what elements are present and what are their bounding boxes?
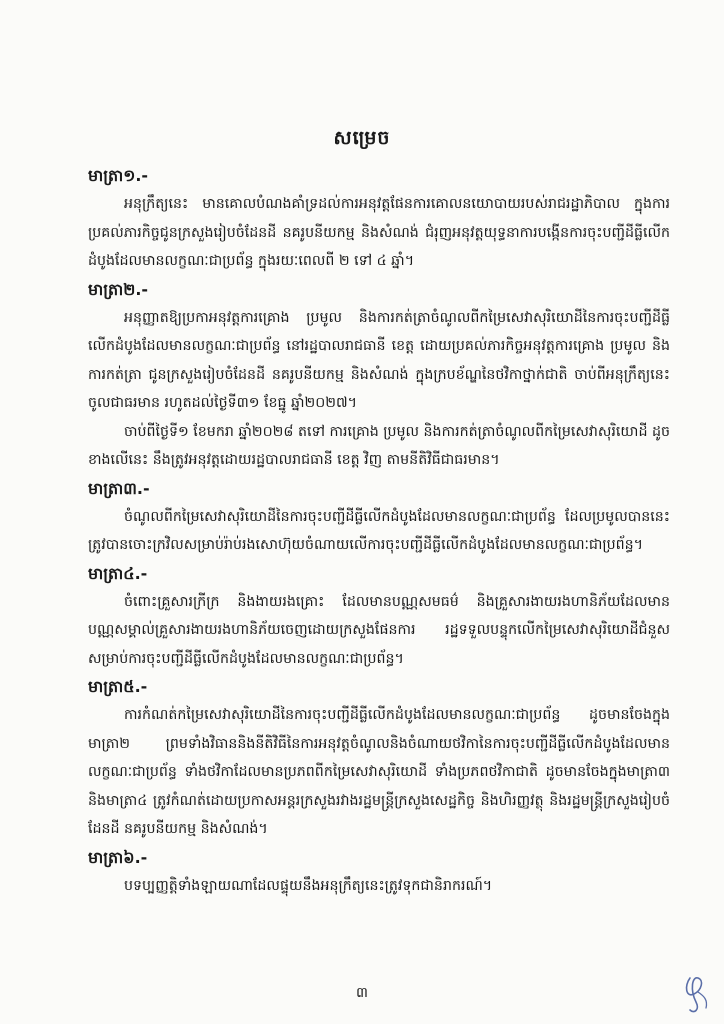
article-paragraph: ចំពោះគ្រួសារក្រីក្រ និងងាយរងគ្រោះ ដែលមានបណ្ណសមធម៌ និងគ្រួសារងាយរងហានិភ័យដែលមានបណ្ណសម្គាល់គ្រួសារងាយរងហានិភ័យចេញដោយក្រសួងផែនការ រដ្ឋទទួលបន្ទុកលើកម្រៃសេវាសុរិយោដីជំនួស សម្រាប់ការចុះបញ្ជីដីធ្លីលើកដំបូងដែលមានលក្ខណៈជាប្រព័ន្ធ។ xyxy=(88,593,670,667)
decision-heading: សម្រេច xyxy=(333,127,391,149)
article-1 xyxy=(88,162,670,276)
article-6 xyxy=(88,844,670,901)
article-title: មាត្រា៣.- xyxy=(88,478,150,498)
article-title: មាត្រា៦.- xyxy=(88,847,148,867)
article-paragraph: ការកំណត់កម្រៃសេវាសុរិយោដីនៃការចុះបញ្ជីដីធ្លីលើកដំបូងដែលមានលក្ខណៈជាប្រព័ន្ធ ដូចមានចែងក្នុងមាត្រា២ ព្រមទាំងវិធាននិងនីតិវិធីនៃការអនុវត្តចំណូលនិងចំណាយថវិកានៃការចុះបញ្ជីដីធ្លីលើកដំបូងដែលមានលក្ខណៈជាប្រព័ន្ធ ទាំងថវិកាដែលមានប្រភពពីកម្រៃសេវាសុរិយោដី ទាំងប្រភពថវិកាជាតិ ដូចមានចែងក្នុងមាត្រា៣ និងមាត្រា៤ ត្រូវកំណត់ដោយប្រកាសអន្តរក្រសួងរវាងរដ្ឋមន្ត្រីក្រសួងសេដ្ឋកិច្ច និងហិរញ្ញវត្ថុ និងរដ្ឋមន្ត្រីក្រសួងរៀបចំដែនដី នគរូបនីយកម្ម និងសំណង់។ xyxy=(88,707,670,837)
article-title: មាត្រា៥.- xyxy=(88,677,148,696)
page-number: ៣ xyxy=(356,985,368,1001)
article-4 xyxy=(88,560,670,674)
article-paragraph: ចាប់ពីថ្ងៃទី១ ខែមករា ឆ្នាំ២០២៨ តទៅ ការគ្រោង ប្រមូល និងការកត់ត្រាចំណូលពីកម្រៃសេវាសុរិយោដី ដូចខាងលើនេះ នឹងត្រូវអនុវត្តដោយរដ្ឋបាលរាជធានី ខេត្ត វិញ តាមនីតិវិធីជាធរមាន។ xyxy=(88,423,670,468)
article-title: មាត្រា១.- xyxy=(88,166,149,185)
article-title: មាត្រា៤.- xyxy=(88,563,148,583)
article-paragraph: ចំណូលពីកម្រៃសេវាសុរិយោដីនៃការចុះបញ្ជីដីធ្លីលើកដំបូងដែលមានលក្ខណៈជាប្រព័ន្ធ ដែលប្រមូលបាននេះ ត្រូវបានចោះក្រវិលសម្រាប់រ៉ាប់រងសោហ៊ុយចំណាយលើការចុះបញ្ជីដីធ្លីលើកដំបូងដែលមានលក្ខណៈជាប្រព័ន្ធ។ xyxy=(88,508,670,553)
document-body xyxy=(88,162,670,900)
article-5 xyxy=(88,673,670,844)
article-paragraph: បទប្បញ្ញត្តិទាំងឡាយណាដែលផ្ទុយនឹងអនុក្រឹត្យនេះត្រូវទុកជានិរាករណ៍។ xyxy=(124,877,493,894)
initial-signature-mark xyxy=(682,972,712,1016)
article-3 xyxy=(88,475,670,560)
article-paragraph: អនុក្រឹត្យនេះ មានគោលបំណងគាំទ្រដល់ការអនុវត្តផែនការគោលនយោបាយរបស់រាជរដ្ឋាភិបាល ក្នុងការប្រគល់ភារកិច្ចជូនក្រសួងរៀបចំដែនដី នគរូបនីយកម្ម និងសំណង់ ជំរុញអនុវត្តយុទ្ធនាការបង្កើនការចុះបញ្ជីដីធ្លីលើកដំបូងដែលមានលក្ខណៈជាប្រព័ន្ធ ក្នុងរយៈពេលពី ២ ទៅ ៤ ឆ្នាំ។ xyxy=(88,196,670,269)
article-paragraph: អនុញ្ញាតឱ្យប្រកាអនុវត្តការគ្រោង ប្រមូល និងការកត់ត្រាចំណូលពីកម្រៃសេវាសុរិយោដីនៃការចុះបញ្ជីដីធ្លីលើកដំបូងដែលមានលក្ខណៈជាប្រព័ន្ធ នៅរដ្ឋបាលរាជធានី ខេត្ត ដោយប្រគល់ភារកិច្ចអនុវត្តការគ្រោង ប្រមូល និងការកត់ត្រា ជូនក្រសួងរៀបចំដែនដី នគរូបនីយកម្ម និងសំណង់ ក្នុងក្របខ័ណ្ឌនៃថវិកាថ្នាក់ជាតិ ចាប់ពីអនុក្រឹត្យនេះចូលជាធរមាន រហូតដល់ថ្ងៃទី៣១ ខែធ្នូ ឆ្នាំ២០២៧។ xyxy=(88,309,670,411)
article-2 xyxy=(88,276,670,475)
article-title: មាត្រា២.- xyxy=(88,279,149,299)
